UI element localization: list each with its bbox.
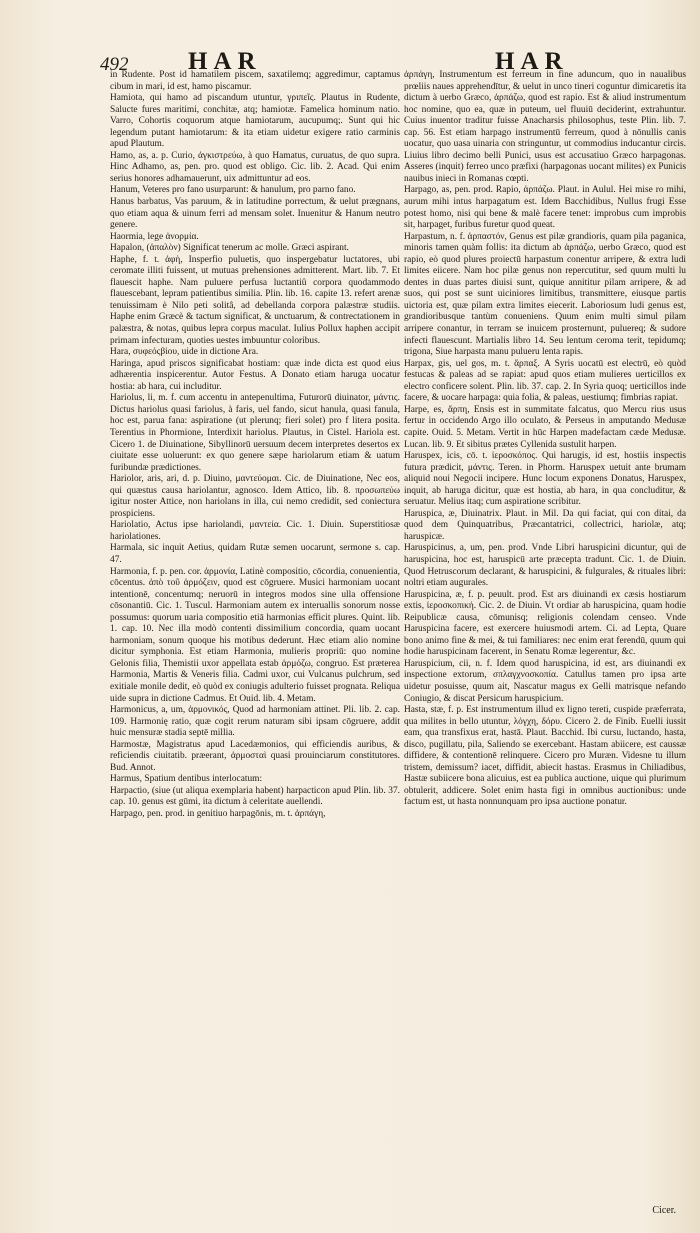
dictionary-entry: Harpastum, n. f. ἁρπαστόν, Genus est pilæ grandioris, quam pila paganica, minoris tamen quàm follis: ita dictum ab ἁρπάζω, uerbo Græco, quod est rapio, eò quod plures proiectū harpastum conentur arripere, & extra ludi limites eiicere. Nam hoc pilæ genus non repercutitur, sed quum multi lu dentes in duas partes diuisi sunt, quique annititur pilam arripere, & ad suos, qui post se sunt uiciniores limitibus, transmittere, eiusque partis uictoria est, quæ pilam extra limites eiecerit. Laboriosum ludi genus est, grandioribusque tantùm conueniens. Quum enim multi simul pilam arripere conantur, in terram se inuicem prosternunt, puluereq; & sudore infecti flauescunt. Martialis libro 14. Seu lentum ceroma terit, tepidumq; trigona, Siue harpasta manu pulueru lenta rapis. <box>404 231 686 358</box>
dictionary-entry: Hasta, stæ, f. p. Est instrumentum illud ex ligno tereti, cuspide præferrata, qua milites in bello utuntur, λόγχη, δόρυ. Cicero 2. de Finib. Euelli iussit eam, qua transfixus erat, hastā. Plaut. Bacchid. Ibi cursu, luctando, hasta, disco, pugillatu, pila, Saliendo se exercebant. Hastam abiicere, est caussæ diffidere, & contentionē relinquere. Cicero pro Muræn. Videsne tu illum tristem, demissum? iacet, diffidit, abiecit hastas. Erasmus in Chiliadibus, Hastæ subiicere bona alicuius, est ea publica auctione, uique qui plurimum obtulerit, addicere. Solet enim hasta figi in omnibus auctionibus: unde factum est, ut hasta nonnunquam pro ipsa auctione ponatur. <box>404 705 686 808</box>
right-column <box>404 70 686 809</box>
dictionary-entry: Haruspicium, cii, n. f. Idem quod haruspicina, id est, ars diuinandi ex inspectione extorum, σπλαγχνοσκοπία. Catullus tamen pro ipsa arte uidetur posuisse, quum ait, Nascatur magus ex Gelli matrisque nefando Coniugio, & discat Persicum haruspicium. <box>404 658 686 704</box>
dictionary-entry: Haringa, apud priscos significabat hostiam: quæ inde dicta est quod eius adhærentia inspicerentur. Autor Festus. A Donato etiam haruga uocatur hostia: ab hara, cui includitur. <box>110 358 400 392</box>
dictionary-entry: Harmonia, f. p. pen. cor. ἁρμονία, Latinè compositio, cōcordia, conuenientia, cōcentus. ἀπὸ τοῦ ἁρμόζειν, quod est cōgruere. Musici harmoniam uocant intentionē, concentumq; neruorū in integros modos sine ulla offensione cōsonantiū. Cic. 1. Tuscul. Harmoniam autem ex interuallis sonorum nosse possumus: quorum uaria compositio etiā harmonias efficit plures. Quint. lib. 1. cap. 10. Nec illa modò contenti dissimilium concordia, quam uocant harmoniam, sonum quoque his motibus dederunt. Hæc etiam alio nomine dicitur symphonia. Est etiam Harmonia, mulieris propriū: quo nomine Gelonis filia, Themistii uxor appellata estab ἁρμόζω, congruo. Est præterea Harmonia, Martis & Veneris filia. Cadmi uxor, cui Vulcanus pulchrum, sed exitiale monile dedit, eò quòd ex coniugis adulterio fuisset prognata. Reliqua uide supra in dictione Cadmus. Et Ouid. lib. 4. Metam. <box>110 566 400 704</box>
dictionary-entry: Haphe, f. t. ἁφὴ, Insperfio puluetis, quo inspergebatur luctatores, ubi ceromate illiti fuissent, ut mutuas prehensiones admitterent. Mart. lib. 7. Et flauescit haphe. Nam puluere perfusa luctantiû corpora quodammodo flauescebant, lepram patientibus similia. Plin. lib. 16. capite 13. refert arenæ tenuissimam è Nilo peti solitâ, ad debellanda corpora palæstræ studiis. Haphe enim Græcè & tactum significat, & unctuarum, & contrectationem in palæstra, & notas, quibus lepra corpus maculat. Iulius Pollux haphen accipit primam infecturam, quoties uestes imbuuntur coloribus. <box>110 254 400 346</box>
dictionary-entry: Hariolus, li, m. f. cum accentu in antepenultima, Futurorū diuinator, μάντις. Dictus hariolus quasi fariolus, à faris, uel fando, sicut hanula, quasi fanula, hoc est, parua fana: aspiratione (ut plerunq; fieri solet) pro f litera posita. Terentius in Phormione, Interdixit hariolus. Plautus, in Cistel. Hariola est. Cicero 1. de Diuinatione, Sibyllinorū uersuum decem interpretes desertos ex ciuitate esse uoluerunt: ex quo genere sæpe hariolarum etiam & uatum furibundæ prædictiones. <box>110 393 400 473</box>
dictionary-entry: Harmostæ, Magistratus apud Lacedæmonios, qui efficiendis auribus, & reficiendis ciuitatib. præerant, ἁρμοσταὶ quasi prouinciarum constitutores. Bud. Annot. <box>110 739 400 773</box>
dictionary-entry: Haruspicina, æ, f. p. peuult. prod. Est ars diuinandi ex cæsis hostiarum extis, ἱεροσκοπική. Cic. 2. de Diuin. Vt ordiar ab haruspicina, quam hodie Reipublicæ causa, cōmunisq; religionis colendam censeo. Vnde Haruspicina facere, est exercere huiusmodi artem. Ci. ad Lepta, Quare bono animo fine & mei, & tui familiares: nec enim erat ferendū, quum qui hodie haruspicinam facerent, in Senatu Romæ legerentur, &c. <box>404 589 686 658</box>
dictionary-entry: Harmonicus, a, um, ἁρμονικός, Quod ad harmoniam attinet. Pli. lib. 2. cap. 109. Harmonię ratio, quæ cogit rerum naturam sibi ipsam cōgruere, addit huic mensuræ stadia septē millia. <box>110 705 400 739</box>
dictionary-entry: Hanus barbatus, Vas paruum, & in latitudine porrectum, & uelut prægnans, quo etiam aqua & uinum ferri ad mensam solet. Inuenitur & Hanum neutro genere. <box>110 197 400 231</box>
dictionary-entry: Haruspicinus, a, um, pen. prod. Vnde Libri haruspicini dicuntur, qui de haruspicina, hoc est, haruspicū arte præcepta tradunt. Cic. 1. de Diuin. Quod Hetruscorum declarant, & haruspicini, & fulgurales, & rituales libri: noltri etiam augurales. <box>404 543 686 589</box>
dictionary-entry: Harpe, es, ἅρπη, Ensis est in summitate falcatus, quo Mercu rius usus fertur in occidendo Argo illo oculato, & Perseus in amputando Medusæ capite. Ouid. 5. Metam. Vertit in hūc Harpen madefactam cæde Medusæ. Lucan. lib. 9. Et sibitus prætes Cyllenida sustulit harpen. <box>404 404 686 450</box>
dictionary-entry: Harmala, sic inquit Aetius, quidam Rutæ semen uocarunt, sermone s. cap. 47. <box>110 543 400 565</box>
dictionary-entry: Haormia, lege ἀνορμία. <box>110 231 199 242</box>
catchword: Cicer. <box>652 1205 676 1216</box>
dictionary-entry: Harpago, pen. prod. in genitiuo harpagōnis, m. t. ἁρπάγη, <box>110 809 326 819</box>
dictionary-entry: Harmus, Spatium dentibus interlocatum: <box>110 774 263 785</box>
left-column <box>110 70 400 821</box>
running-head-left: HAR <box>188 48 262 75</box>
dictionary-entry: Harpactio, (siue (ut aliqua exemplaria habent) harpacticon apud Plin. lib. 37. cap. 10. genus est gūmi, ita dictum à celeritate auellendi. <box>110 785 400 808</box>
dictionary-entry: Harpax, gis, uel gos, m. t. ἅρπαξ. A Syris uocatū est electrū, eò quòd festucas & paleas ad se rapiat: apud quos etiam mulieres uerticillos ex electro conficere solent. Plin. lib. 37. cap. 2. In Syria quoq; uerticillos inde facere, & uocare harpaga: quia folia, & paleas, uestiumq; fimbrias rapiat. <box>404 358 686 404</box>
dictionary-entry: Harpago, as, pen. prod. Rapio, ἁρπάζω. Plaut. in Aulul. Hei mise ro mihi, aurum mihi intus harpagatum est. Idem Bacchidibus, Nullus frugi Esse potest homo, nisi qui bene & malè facere tenet: improbus cum improbis sit, harpaget, furibus furetur quod queat. <box>404 185 686 231</box>
dictionary-entry: Haruspex, icis, cō. t. ἱεροσκόπος. Qui harugis, id est, hostiis inspectis futura prædicit, μάντις. Teren. in Phorm. Haruspex uetuit ante brumam aliquid noui Negocii incipere. Hunc locum exponens Donatus, Haruspex, inquit, ab haruga dicitur, quæ est hostia, ab hara, in qua concluditur, & seruatur. Melius itaq; cum aspiratione scribitur. <box>404 451 686 508</box>
dictionary-entry: Hamo, as, a. p. Curio, ἀγκιστρεύω, à quo Hamatus, curuatus, de quo supra. Hinc Adhamo, as, pen. pro. quod est obligo. Cic. lib. 2. Acad. Qui enim serius honores adhamauerunt, uix admittuntur ad eos. <box>110 150 400 184</box>
dictionary-entry: Hariolor, aris, ari, d. p. Diuino, μαντεύομαι. Cic. de Diuinatione, Nec eos, qui quæstus causa hariolantur, agnosco. Idem Attico, lib. 8. προσωπεύω igitur noster Attice, non hariolans in illa, cui nemo credidit, sed coniectura prospiciens. <box>110 474 400 519</box>
dictionary-entry: Haruspica, æ, Diuinatrix. Plaut. in Mil. Da qui faciat, qui con ditai, da quod dem Quinquatribus, Præcantatrici, collectrici, hariolæ, atq; haruspicæ. <box>404 508 686 542</box>
dictionary-entry: Hapalon, (ἁπαλὸν) Significat tenerum ac molle. Græci aspirant. <box>110 243 349 254</box>
dictionary-entry: Hara, συφεόςβίου, uide in dictione Ara. <box>110 347 259 358</box>
running-head-right: HAR <box>495 48 569 75</box>
dictionary-entry: Hanum, Veteres pro fano usurparunt: & hanulum, pro parno fano. <box>110 185 356 196</box>
dictionary-entry: Hamiota, qui hamo ad piscandum utuntur, γριπεῖς. Plautus in Rudente, Salucte fures maritimi, conchitæ, atq; hamiotæ. Famelica hominum natio. Varro, Cohortis coquorum atque hamiotarum, aucupumq;. Sunt qui hic legendum putant hamiotarum: & ita etiam uidetur exigere ratio carminis apud Plautum. <box>110 93 400 150</box>
dictionary-entry: Hariolatio, Actus ipse hariolandi, μαντεία. Cic. 1. Diuin. Superstitiosæ hariolationes. <box>110 520 400 542</box>
dictionary-entry: in Rudente. Post id hamatilem piscem, saxatilemq; aggredimur, captamus cibum in mari, id est, hamo piscamur. <box>110 70 400 92</box>
page-number: 492 <box>100 54 129 75</box>
dictionary-entry: ἁρπάγη, Instrumentum est ferreum in fine aduncum, quo in naualibus prœliis naues apprehendītur, & uelut in unco tineri coguntur dimicaretis ita dictum à uerbo Græco, ἁρπάζω, quod est rapio. Est & aliud instrumentum hoc nomine, quo ea, quæ in puteum, uel fluuiū deciderint, extrahuntur. Cuius inuentor traditur fuisse Anacharsis philosophus, teste Plin. lib. 7. cap. 56. Est etiam harpago instrumentū ferreum, quod à nōnullis canis uocatur, quo uasa uinaria con stringuntur, ut commodius inducantur circis. Liuius libro decimo belli Punici, usus est accusatiuo Græco harpagonas. Asseres (inquit) ferreo unco præfixi (harpagonas uocant milites) ex Punicis nauibus inieci in Romanas cœpti. <box>404 70 686 184</box>
